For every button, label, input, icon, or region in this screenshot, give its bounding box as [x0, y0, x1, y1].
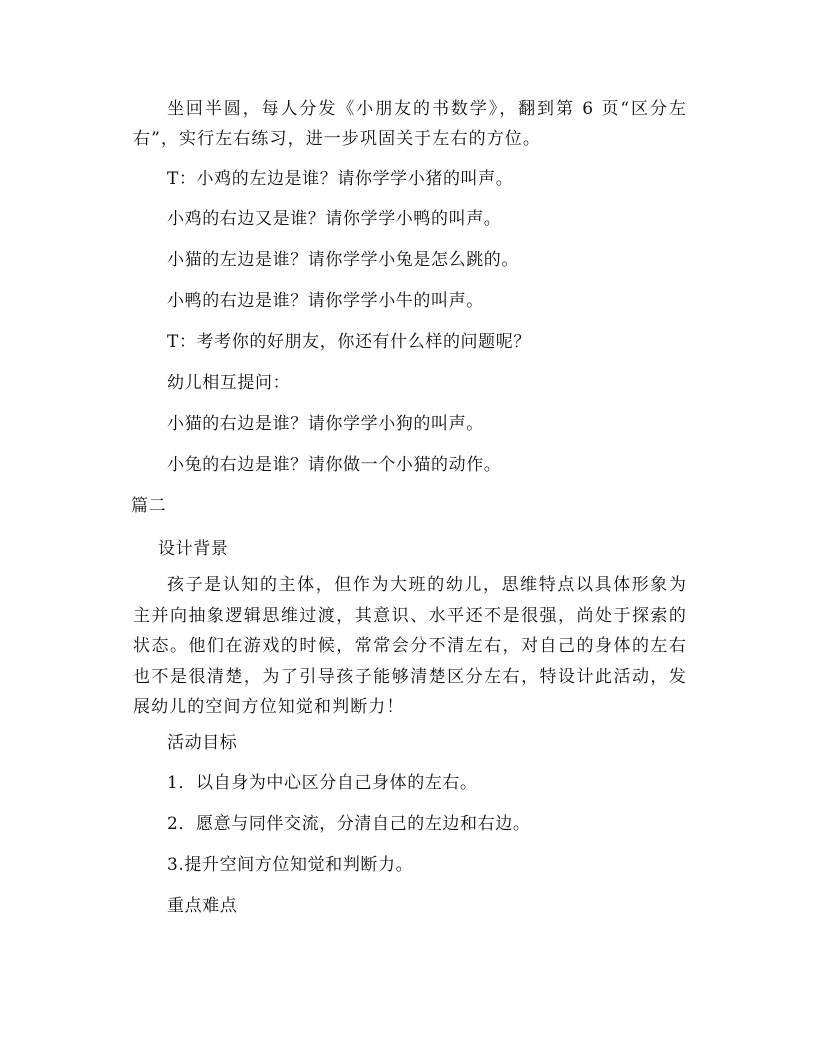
goal-item-3: 3.提升空间方位知觉和判断力。 — [167, 855, 414, 875]
section-title-part-two: 篇二 — [131, 496, 167, 516]
question-line-7: 小猫的右边是谁？请你学学小狗的叫声。 — [167, 414, 484, 434]
question-line-8: 小兔的右边是谁？请你做一个小猫的动作。 — [167, 455, 502, 475]
question-line-6: 幼儿相互提问： — [167, 373, 291, 393]
question-line-1: T：小鸡的左边是谁？请你学学小猪的叫声。 — [167, 169, 514, 189]
heading-key-points: 重点难点 — [167, 896, 238, 916]
question-line-4: 小鸭的右边是谁？请你学学小牛的叫声。 — [167, 291, 484, 311]
question-line-3: 小猫的左边是谁？请你学学小兔是怎么跳的。 — [167, 250, 519, 270]
paragraph-practice-intro: 坐回半圆，每人分发《小朋友的书数学》，翻到第 6 页“区分左右”，实行左右练习，进一步巩固关于左右的方位。 — [133, 99, 687, 149]
question-line-2: 小鸡的右边又是谁？请你学学小鸭的叫声。 — [167, 209, 502, 229]
heading-design-background: 设计背景 — [158, 539, 229, 559]
goal-item-1: 1．以自身为中心区分自己身体的左右。 — [167, 773, 478, 793]
question-line-5: T：考考你的好朋友，你还有什么样的问题呢？ — [167, 332, 531, 352]
goal-item-2: 2．愿意与同伴交流，分清自己的左边和右边。 — [167, 814, 531, 834]
heading-activity-goals: 活动目标 — [167, 733, 238, 753]
paragraph-design-background: 孩子是认知的主体，但作为大班的幼儿，思维特点以具体形象为主并向抽象逻辑思维过渡，其意识、水平还不是很强，尚处于探索的状态。他们在游戏的时候，常常会分不清左右，对自己的身体的左右也不是很清楚，为了引导孩子能够清楚区分左右，特设计此活动，发展幼儿的空间方位知觉和判断力！ — [133, 575, 687, 717]
